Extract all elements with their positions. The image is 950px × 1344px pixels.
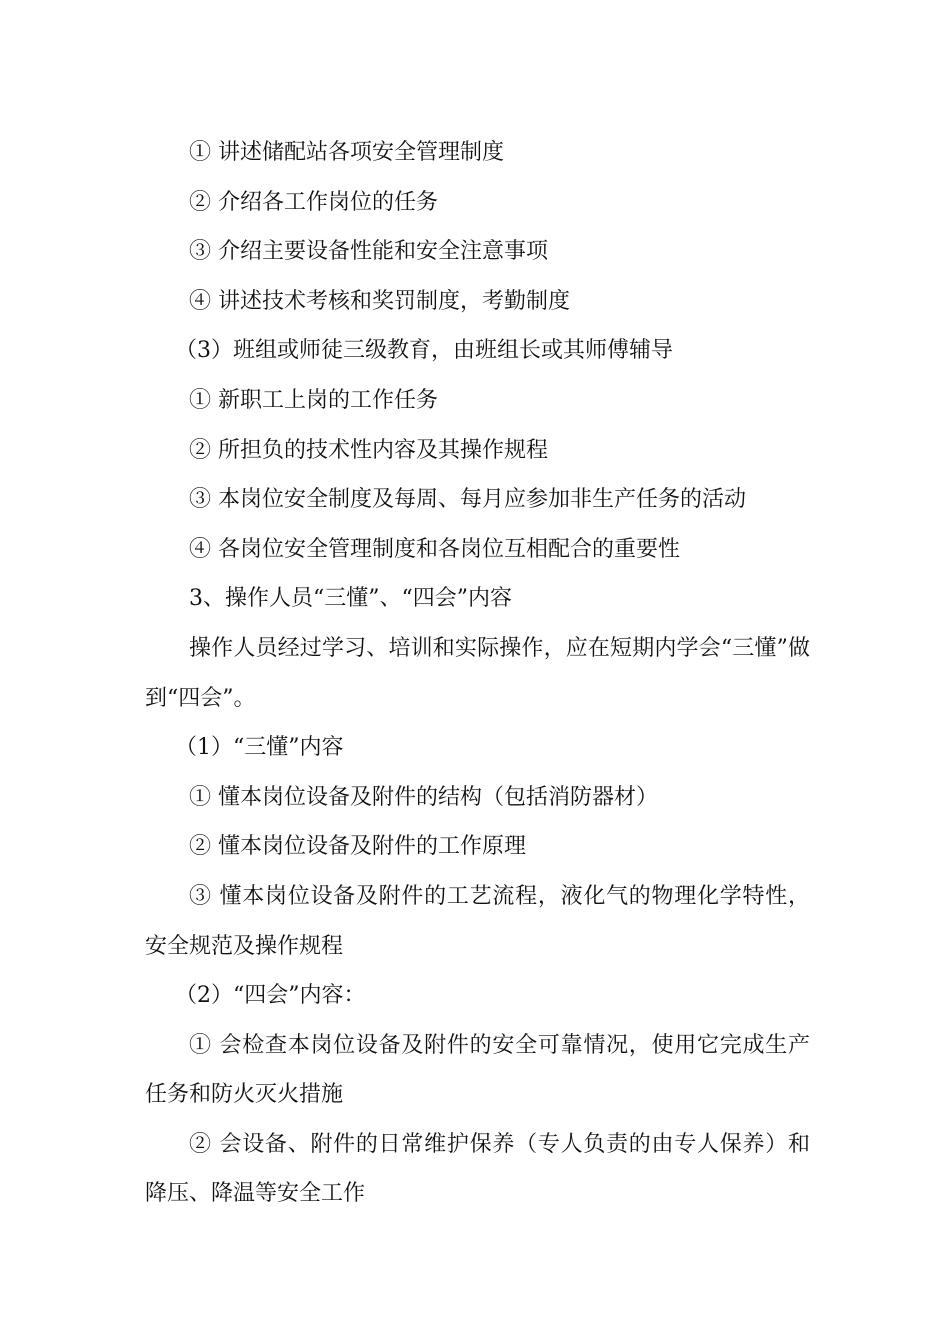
section-heading: （3）班组或师徒三级教育，由班组长或其师傅辅导 [175, 338, 673, 364]
document-body [145, 128, 810, 1219]
paragraph: ③ 本岗位安全制度及每周、每月应参加非生产任务的活动 [189, 487, 746, 513]
paragraph: ① 懂本岗位设备及附件的结构（包括消防器材） [189, 784, 658, 810]
paragraph: ① 讲述储配站各项安全管理制度 [189, 140, 504, 165]
paragraph: ② 会设备、附件的日常维护保养（专人负责的由专人保养）和降压、降温等安全工作 [145, 1131, 810, 1207]
paragraph: ③ 介绍主要设备性能和安全注意事项 [189, 239, 548, 265]
paragraph: ① 新职工上岗的工作任务 [189, 387, 438, 413]
paragraph: ③ 懂本岗位设备及附件的工艺流程，液化气的物理化学特性，安全规范及操作规程 [145, 883, 810, 959]
paragraph: ① 会检查本岗位设备及附件的安全可靠情况，使用它完成生产任务和防火灭火措施 [145, 1032, 810, 1108]
paragraph: ② 所担负的技术性内容及其操作规程 [189, 437, 548, 463]
section-heading: （2）“四会”内容： [175, 983, 366, 1009]
paragraph: 操作人员经过学习、培训和实际操作，应在短期内学会“三懂”做到“四会”。 [145, 635, 810, 711]
paragraph: ④ 各岗位安全管理制度和各岗位互相配合的重要性 [189, 536, 680, 562]
paragraph: ② 介绍各工作岗位的任务 [189, 189, 438, 215]
section-heading: （1）“三懂”内容 [175, 735, 344, 761]
paragraph: ② 懂本岗位设备及附件的工作原理 [189, 834, 526, 860]
section-heading: 3、操作人员“三懂”、“四会”内容 [189, 586, 512, 612]
paragraph: ④ 讲述技术考核和奖罚制度，考勤制度 [189, 288, 570, 314]
